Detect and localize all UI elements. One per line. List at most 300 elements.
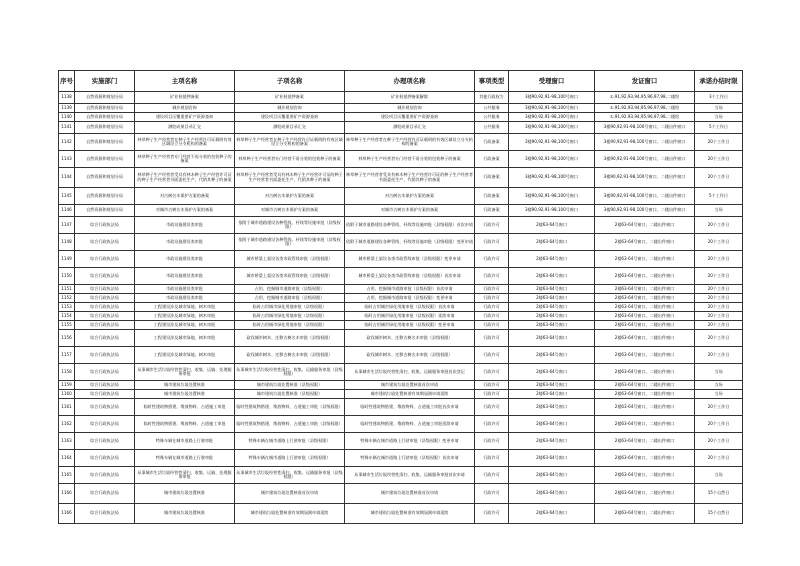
cell-time-limit: 20个工作日 (695, 168, 743, 188)
cell-no: 1148 (59, 234, 75, 251)
cell-dept: 综合行政执法局 (75, 390, 135, 399)
cell-dept: 综合行政执法局 (75, 312, 135, 321)
table-row (59, 381, 743, 390)
cell-no: 1160 (59, 390, 75, 399)
cell-dept: 自然资源和规划分局 (75, 113, 135, 122)
cell-item-type: 行政许可 (475, 381, 509, 390)
cell-time-limit: 20个工作日 (695, 303, 743, 312)
cell-sub-item: 林草种子生产经营者在种子生产经营许可证载明的有效区域设立分支机构的备案 (235, 134, 345, 151)
cell-no: 1141 (59, 122, 75, 134)
cell-time-limit: 20个工作日 (695, 268, 743, 285)
cell-issue-window: 2楼63-64号窗口，二楼出件窗口 (595, 303, 695, 312)
cell-no: 1143 (59, 151, 75, 168)
cell-dept: 综合行政执法局 (75, 433, 135, 450)
table-row (59, 205, 743, 217)
cell-issue-window: 2楼63-64号窗口，二楼出件窗口 (595, 399, 695, 416)
cell-issue-window: ①,91,92,93,94,95,96,97,98,二楼绘 (595, 113, 695, 122)
cell-accept-window: 2楼63-64号窗口 (509, 390, 595, 399)
table-row (59, 217, 743, 234)
table-row (59, 330, 743, 347)
cell-item-type: 公共服务 (475, 104, 509, 113)
cell-handling-item: 特殊车辆在城市道路上行驶审批（县级权限）首次申请 (345, 450, 475, 467)
cell-dept: 综合行政执法局 (75, 364, 135, 381)
cell-time-limit: 20个工作日 (695, 399, 743, 416)
cell-handling-item: 占用、挖掘城市道路审批（县级权限）首次申请 (345, 285, 475, 294)
cell-accept-window: 3楼90,92,91-98,100号窗口 (509, 104, 595, 113)
cell-issue-window: 2楼63-64号窗口，二楼出件窗口 (595, 484, 695, 504)
cell-dept: 综合行政执法局 (75, 467, 135, 484)
cell-dept: 自然资源和规划分局 (75, 92, 135, 104)
cell-main-item: 城市建筑垃圾处置核准 (135, 484, 235, 504)
cell-issue-window: 2楼63-64号窗口，二楼出件窗口 (595, 504, 695, 524)
cell-item-type: 行政许可 (475, 504, 509, 524)
cell-handling-item: 临时性建筑物搭建、堆放物料、占道施工审批延续申请 (345, 416, 475, 433)
cell-handling-item: 林草种子生产经营者受具有林木种子生产经营许可证的种子生产经营者书面委托生产、代销其种子的备案 (345, 168, 475, 188)
cell-accept-window: 3楼90,92,91-98,100号窗口 (509, 168, 595, 188)
cell-no: 1165 (59, 467, 75, 484)
cell-main-item: 市政设施建设类审批 (135, 268, 235, 285)
cell-no: 1140 (59, 113, 75, 122)
cell-no: 1147 (59, 217, 75, 234)
cell-sub-item: 依附于城市道路建设各种管线、杆线等设施审批（县级权限） (235, 217, 345, 234)
cell-handling-item: 城市建筑垃圾处置核准首次申请 (345, 484, 475, 504)
table-row (59, 122, 743, 134)
cell-handling-item: 临时性建筑物搭建、堆放物料、占道施工审批首次申请 (345, 399, 475, 416)
cell-sub-item: 城市建筑垃圾处置核准有效期届满申请延续 (235, 504, 345, 524)
table-row (59, 347, 743, 364)
cell-time-limit: 20个工作日 (695, 450, 743, 467)
cell-item-type: 行政备案 (475, 134, 509, 151)
cell-main-item: 工程建设涉及城市绿地、树木审批 (135, 321, 235, 330)
cell-main-item: 对古树名木保护方案的备案 (135, 188, 235, 205)
cell-time-limit: 20个工作日 (695, 134, 743, 151)
cell-dept: 综合行政执法局 (75, 450, 135, 467)
cell-accept-window: 2楼63-64号窗口 (509, 381, 595, 390)
cell-dept: 综合行政执法局 (75, 285, 135, 294)
cell-sub-item: 临时占用城市绿化用地审批（县级权限） (235, 321, 345, 330)
cell-issue-window: 3楼90,92,91-98,100号窗口，二楼出件窗口 (595, 122, 695, 134)
cell-sub-item: 林草种子生产经营者专门经营不再分装的包装种子的备案 (235, 151, 345, 168)
cell-issue-window: 3楼90,92,91-98,100号窗口，二楼出件窗口 (595, 168, 695, 188)
cell-item-type: 行政许可 (475, 330, 509, 347)
cell-sub-item: 临时性建筑物搭建、堆放物料、占道施工审批（县级权限） (235, 399, 345, 416)
cell-issue-window: 2楼63-64号窗口，二楼出件窗口 (595, 381, 695, 390)
cell-item-type: 行政备案 (475, 188, 509, 205)
cell-issue-window: ①,91,92,93,94,95,96,97,98,二楼绘 (595, 92, 695, 104)
cell-main-item: 对城市古树名木保护方案的备案 (135, 205, 235, 217)
cell-handling-item: 占用、挖掘城市道路审批（县级权限）变更申请 (345, 294, 475, 303)
cell-accept-window: 3楼90,92,91-98,100号窗口 (509, 122, 595, 134)
cell-dept: 综合行政执法局 (75, 381, 135, 390)
cell-no: 1158 (59, 364, 75, 381)
cell-dept: 自然资源和规划分局 (75, 188, 135, 205)
table-header-row (59, 71, 743, 92)
cell-handling-item: 从事城市生活垃圾经营性清扫、收集、运输服务审批首次登记 (345, 364, 475, 381)
cell-accept-window: 3楼90,92,91-98,100号窗口 (509, 151, 595, 168)
cell-dept: 综合行政执法局 (75, 330, 135, 347)
cell-accept-window: 2楼63-64号窗口 (509, 364, 595, 381)
cell-main-item: 工程建设涉及城市绿地、树木审批 (135, 347, 235, 364)
cell-dept: 自然资源和规划分局 (75, 205, 135, 217)
cell-accept-window: 2楼63-64号窗口 (509, 416, 595, 433)
cell-accept-window: 2楼63-64号窗口 (509, 330, 595, 347)
cell-dept: 综合行政执法局 (75, 303, 135, 312)
cell-time-limit: 15个自然日 (695, 484, 743, 504)
cell-sub-item: 城市桥梁上架设各类市政管线审批（县级权限） (235, 251, 345, 268)
cell-issue-window: 2楼63-64号窗口，二楼出件窗口 (595, 312, 695, 321)
header-dept: 实施部门 (75, 71, 135, 92)
cell-dept: 综合行政执法局 (75, 399, 135, 416)
table-row (59, 113, 743, 122)
cell-accept-window: 2楼63-64号窗口 (509, 467, 595, 484)
cell-item-type: 行政许可 (475, 251, 509, 268)
cell-dept: 自然资源和规划分局 (75, 122, 135, 134)
cell-main-item: 临时性建筑物搭建、堆放物料、占道施工审批 (135, 399, 235, 416)
cell-dept: 自然资源和规划分局 (75, 134, 135, 151)
header-issue-window: 发证窗口 (595, 71, 695, 92)
cell-sub-item: 对古树名木保护方案的备案 (235, 188, 345, 205)
cell-sub-item: 依附于城市道路建设各种管线、杆线等设施审批（县级权限） (235, 234, 345, 251)
cell-main-item: 城市建筑垃圾处置核准 (135, 504, 235, 524)
cell-handling-item: 临时占用城市绿化用地审批（县级权限）首次申请 (345, 303, 475, 312)
table-row (59, 321, 743, 330)
cell-no: 1163 (59, 433, 75, 450)
cell-item-type: 行政许可 (475, 467, 509, 484)
service-items-table (58, 70, 742, 524)
cell-sub-item: 城市建筑垃圾处置核准（县级权限） (235, 381, 345, 390)
cell-accept-window: 3楼90,92,91-98,100号窗口 (509, 113, 595, 122)
cell-no: 1138 (59, 92, 75, 104)
cell-main-item: 特殊车辆在城市道路上行驶审批 (135, 433, 235, 450)
cell-handling-item: 城市桥梁上架设各类市政管线审批（县级权限）首次申请 (345, 268, 475, 285)
cell-accept-window: 2楼63-64号窗口 (509, 450, 595, 467)
cell-handling-item: 特殊车辆在城市道路上行驶审批（县级权限）变更申请 (345, 433, 475, 450)
table-row (59, 364, 743, 381)
cell-no: 1142 (59, 134, 75, 151)
cell-issue-window: 2楼63-64号窗口，二楼出件窗口 (595, 450, 695, 467)
cell-time-limit: 当场 (695, 467, 743, 484)
table-row (59, 433, 743, 450)
cell-main-item: 临时性建筑物搭建、堆放物料、占道施工审批 (135, 416, 235, 433)
cell-no: 1161 (59, 399, 75, 416)
header-item-type: 事项类型 (475, 71, 509, 92)
cell-item-type: 行政许可 (475, 450, 509, 467)
cell-sub-item: 建设项目压覆重要矿产资源查询 (235, 113, 345, 122)
cell-no: 1157 (59, 347, 75, 364)
table-row (59, 268, 743, 285)
cell-sub-item: 临时占用城市绿化用地审批（县级权限） (235, 312, 345, 321)
table-row (59, 285, 743, 294)
header-time-limit: 承诺办结时限 (695, 71, 743, 92)
cell-main-item: 市政设施建设类审批 (135, 217, 235, 234)
cell-no: 1151 (59, 285, 75, 294)
cell-no: 1166 (59, 484, 75, 504)
cell-time-limit: 当场 (695, 390, 743, 399)
cell-sub-item: 砍伐城市树木、迁移古树名木审批（县级权限） (235, 347, 345, 364)
cell-sub-item: 城乡规划咨询 (235, 104, 345, 113)
cell-handling-item: 矿业权抵押备案解除 (345, 92, 475, 104)
cell-time-limit: 20个工作日 (695, 330, 743, 347)
cell-sub-item: 砍伐城市树木、迁移古树名木审批（县级权限） (235, 330, 345, 347)
cell-handling-item: 从事城市生活垃圾经营性清扫、收集、运输服务审批首次申请 (345, 467, 475, 484)
cell-time-limit: 当场 (695, 364, 743, 381)
cell-dept: 综合行政执法局 (75, 251, 135, 268)
cell-item-type: 行政许可 (475, 303, 509, 312)
cell-no: 1139 (59, 104, 75, 113)
cell-time-limit: 当场 (695, 205, 743, 217)
cell-item-type: 行政备案 (475, 168, 509, 188)
cell-handling-item: 临时占用城市绿化用地审批（县级权限）变更申请 (345, 321, 475, 330)
cell-dept: 自然资源和规划分局 (75, 151, 135, 168)
cell-accept-window: 2楼63-64号窗口 (509, 303, 595, 312)
cell-issue-window: 2楼63-64号窗口，二楼出件窗口 (595, 416, 695, 433)
cell-issue-window: 2楼63-64号窗口，二楼出件窗口 (595, 285, 695, 294)
cell-item-type: 公共服务 (475, 113, 509, 122)
cell-item-type: 行政许可 (475, 416, 509, 433)
cell-no: 1144 (59, 168, 75, 188)
table-row (59, 251, 743, 268)
cell-issue-window: 3楼90,92,91-98,100号窗口，二楼出件窗口 (595, 134, 695, 151)
cell-time-limit: 15个自然日 (695, 504, 743, 524)
header-handling-item: 办理项名称 (345, 71, 475, 92)
cell-dept: 综合行政执法局 (75, 347, 135, 364)
cell-accept-window: 3楼90,92,91-98,100号窗口 (509, 134, 595, 151)
cell-item-type: 行政许可 (475, 484, 509, 504)
cell-main-item: 林草种子生产经营者在种子生产经营许可证载明有效区域设立分支机构的备案 (135, 134, 235, 151)
table-row (59, 399, 743, 416)
cell-item-type: 其他行政权力 (475, 92, 509, 104)
table-row (59, 504, 743, 524)
cell-issue-window: 2楼63-64号窗口，二楼出件窗口 (595, 251, 695, 268)
table-row (59, 234, 743, 251)
cell-sub-item: 测绘成果目录汇交 (235, 122, 345, 134)
cell-handling-item: 林草种子生产经营者专门经营不再分装的包装种子的备案 (345, 151, 475, 168)
table-row (59, 188, 743, 205)
cell-sub-item: 对城市古树名木保护方案的备案 (235, 205, 345, 217)
cell-issue-window: 2楼63-64号窗口，二楼出件窗口 (595, 234, 695, 251)
cell-time-limit: 当场 (695, 381, 743, 390)
cell-time-limit: 20个工作日 (695, 312, 743, 321)
cell-main-item: 市政设施建设类审批 (135, 294, 235, 303)
cell-issue-window: 2楼63-64号窗口，二楼出件窗口 (595, 321, 695, 330)
cell-dept: 综合行政执法局 (75, 321, 135, 330)
cell-item-type: 行政许可 (475, 294, 509, 303)
cell-sub-item: 矿业权抵押备案 (235, 92, 345, 104)
cell-sub-item: 林草种子生产经营者受具有林木种子生产经营许可证的种子生产经营者书面委托生产、代销其种子的备案 (235, 168, 345, 188)
cell-no: 1159 (59, 381, 75, 390)
cell-item-type: 行政许可 (475, 285, 509, 294)
cell-no: 1166 (59, 504, 75, 524)
header-no: 序号 (59, 71, 75, 92)
cell-no: 1152 (59, 294, 75, 303)
cell-time-limit: 20个工作日 (695, 416, 743, 433)
cell-main-item: 建设项目压覆重要矿产资源查询 (135, 113, 235, 122)
cell-accept-window: 2楼63-64号窗口 (509, 294, 595, 303)
table-row (59, 134, 743, 151)
cell-dept: 综合行政执法局 (75, 268, 135, 285)
cell-dept: 综合行政执法局 (75, 234, 135, 251)
cell-no: 1145 (59, 188, 75, 205)
cell-item-type: 行政许可 (475, 321, 509, 330)
cell-handling-item: 林草种子生产经营者在种子生产经营许可证载明的有效区域设立分支机构的备案 (345, 134, 475, 151)
cell-handling-item: 建设项目压覆重要矿产资源查询 (345, 113, 475, 122)
table-row (59, 312, 743, 321)
header-sub-item: 子项名称 (235, 71, 345, 92)
cell-accept-window: 2楼63-64号窗口 (509, 285, 595, 294)
table-row (59, 484, 743, 504)
cell-issue-window: 2楼63-64号窗口，二楼出件窗口 (595, 217, 695, 234)
cell-item-type: 行政许可 (475, 364, 509, 381)
cell-time-limit: 20个工作日 (695, 347, 743, 364)
table-row (59, 104, 743, 113)
table-row (59, 294, 743, 303)
cell-handling-item: 对古树名木保护方案的备案 (345, 188, 475, 205)
cell-accept-window: 2楼63-64号窗口 (509, 234, 595, 251)
table-row (59, 168, 743, 188)
cell-main-item: 城乡规划咨询 (135, 104, 235, 113)
cell-handling-item: 测绘成果目录汇交 (345, 122, 475, 134)
table-row (59, 303, 743, 312)
cell-handling-item: 砍伐城市树木、迁移古树名木审批（县级权限） (345, 330, 475, 347)
cell-time-limit: 当场 (695, 104, 743, 113)
cell-sub-item: 临时占用城市绿化用地审批（县级权限） (235, 303, 345, 312)
cell-time-limit: 5个工作日 (695, 188, 743, 205)
cell-dept: 自然资源和规划分局 (75, 168, 135, 188)
cell-no: 1164 (59, 450, 75, 467)
cell-accept-window: 2楼63-64号窗口 (509, 251, 595, 268)
cell-dept: 综合行政执法局 (75, 294, 135, 303)
cell-accept-window: 2楼63-64号窗口 (509, 268, 595, 285)
cell-dept: 综合行政执法局 (75, 484, 135, 504)
cell-no: 1153 (59, 303, 75, 312)
cell-main-item: 工程建设涉及城市绿地、树木审批 (135, 303, 235, 312)
cell-dept: 综合行政执法局 (75, 217, 135, 234)
cell-main-item: 从事城市生活垃圾经营性清扫、收集、运输、处理服务审批 (135, 364, 235, 381)
cell-accept-window: 3楼90,92,91-98,100号窗口 (509, 205, 595, 217)
cell-item-type: 公共服务 (475, 122, 509, 134)
cell-time-limit: 5个工作日 (695, 122, 743, 134)
cell-time-limit: 20个工作日 (695, 294, 743, 303)
cell-dept: 综合行政执法局 (75, 504, 135, 524)
header-accept-window: 受理窗口 (509, 71, 595, 92)
table-row (59, 92, 743, 104)
cell-item-type: 行政许可 (475, 390, 509, 399)
cell-sub-item: 特殊车辆在城市道路上行驶审批（县级权限） (235, 450, 345, 467)
cell-time-limit: 20个工作日 (695, 321, 743, 330)
cell-handling-item: 城市建筑垃圾处置核准首次申请 (345, 381, 475, 390)
cell-item-type: 行政许可 (475, 268, 509, 285)
cell-accept-window: 2楼63-64号窗口 (509, 321, 595, 330)
cell-issue-window: 2楼63-64号窗口，二楼出件窗口 (595, 294, 695, 303)
cell-no: 1150 (59, 268, 75, 285)
table-row (59, 390, 743, 399)
cell-accept-window: 2楼63-64号窗口 (509, 312, 595, 321)
cell-main-item: 工程建设涉及城市绿地、树木审批 (135, 330, 235, 347)
cell-no: 1149 (59, 251, 75, 268)
table-row (59, 450, 743, 467)
cell-issue-window: ①,91,92,93,94,95,96,97,98,二楼绘 (595, 104, 695, 113)
cell-item-type: 行政备案 (475, 151, 509, 168)
cell-dept: 自然资源和规划分局 (75, 104, 135, 113)
cell-no: 1162 (59, 416, 75, 433)
cell-issue-window: 2楼63-64号窗口，二楼出件窗口 (595, 347, 695, 364)
cell-handling-item: 城乡规划咨询 (345, 104, 475, 113)
cell-accept-window: 2楼63-64号窗口 (509, 504, 595, 524)
cell-issue-window: 2楼63-64号窗口，二楼出件窗口 (595, 390, 695, 399)
cell-issue-window: 3楼90,92,91-98,100号窗口，二楼出件窗口 (595, 188, 695, 205)
cell-main-item: 林草种子生产经营者专门经营不再分装的包装种子的备案 (135, 151, 235, 168)
cell-issue-window: 2楼63-64号窗口，二楼出件窗口 (595, 467, 695, 484)
cell-item-type: 行政许可 (475, 217, 509, 234)
cell-issue-window: 2楼63-64号窗口，二楼出件窗口 (595, 433, 695, 450)
cell-item-type: 行政许可 (475, 347, 509, 364)
cell-handling-item: 临时占用城市绿化用地审批（县级权限）延续申请 (345, 312, 475, 321)
cell-main-item: 工程建设涉及城市绿地、树木审批 (135, 312, 235, 321)
cell-item-type: 行政许可 (475, 433, 509, 450)
cell-sub-item: 从事城市生活垃圾经营性清扫、收集、运输服务审批（县级权限） (235, 364, 345, 381)
cell-issue-window: 2楼63-64号窗口，二楼出件窗口 (595, 364, 695, 381)
cell-handling-item: 城市建筑垃圾处置核准有效期届满申请延续 (345, 504, 475, 524)
cell-accept-window: 2楼63-64号窗口 (509, 347, 595, 364)
cell-accept-window: 2楼63-64号窗口 (509, 433, 595, 450)
cell-sub-item: 临时性建筑物搭建、堆放物料、占道施工审批（县级权限） (235, 416, 345, 433)
cell-time-limit: 20个工作日 (695, 285, 743, 294)
cell-time-limit: 20个工作日 (695, 217, 743, 234)
cell-main-item: 市政设施建设类审批 (135, 234, 235, 251)
cell-item-type: 行政备案 (475, 205, 509, 217)
table-row (59, 467, 743, 484)
cell-handling-item: 城市桥梁上架设各类市政管线审批（县级权限）变更申请 (345, 251, 475, 268)
cell-no: 1155 (59, 321, 75, 330)
cell-item-type: 行政许可 (475, 234, 509, 251)
cell-issue-window: 2楼63-64号窗口，二楼出件窗口 (595, 268, 695, 285)
table-row (59, 416, 743, 433)
cell-item-type: 行政许可 (475, 399, 509, 416)
cell-handling-item: 依附于城市道路建设各种管线、杆线等设施审批（县级权限）变更申请 (345, 234, 475, 251)
cell-issue-window: 3楼90,92,91-98,100号窗口，二楼出件窗口 (595, 205, 695, 217)
cell-main-item: 测绘成果目录汇交 (135, 122, 235, 134)
cell-time-limit: 20个工作日 (695, 234, 743, 251)
cell-handling-item: 依附于城市道路建设各种管线、杆线等设施审批（县级权限）首次申请 (345, 217, 475, 234)
cell-no: 1154 (59, 312, 75, 321)
cell-accept-window: 2楼63-64号窗口 (509, 484, 595, 504)
cell-handling-item: 砍伐城市树木、迁移古树名木审批（县级权限） (345, 347, 475, 364)
cell-issue-window: 2楼63-64号窗口，二楼出件窗口 (595, 330, 695, 347)
cell-main-item: 市政设施建设类审批 (135, 285, 235, 294)
cell-accept-window: 3楼90,92,91-98,100号窗口 (509, 188, 595, 205)
cell-main-item: 林草种子生产经营者受具有林木种子生产经营许可证的种子生产经营者书面委托生产、代销其种子的备案 (135, 168, 235, 188)
cell-main-item: 城市建筑垃圾处置核准 (135, 390, 235, 399)
cell-accept-window: 2楼63-64号窗口 (509, 399, 595, 416)
cell-sub-item: 特殊车辆在城市道路上行驶审批（县级权限） (235, 433, 345, 450)
cell-handling-item: 城市建筑垃圾处置核准有效期届满申请延续 (345, 390, 475, 399)
cell-no: 1146 (59, 205, 75, 217)
cell-main-item: 城市建筑垃圾处置核准 (135, 381, 235, 390)
cell-time-limit: 20个工作日 (695, 151, 743, 168)
cell-no: 1156 (59, 330, 75, 347)
cell-sub-item: 占用、挖掘城市道路审批（县级权限） (235, 285, 345, 294)
cell-sub-item: 城市桥梁上架设各类市政管线审批（县级权限） (235, 268, 345, 285)
cell-time-limit: 20个工作日 (695, 251, 743, 268)
cell-sub-item: 城市建筑垃圾处置核准首次申请 (235, 484, 345, 504)
cell-time-limit: 3个工作日 (695, 92, 743, 104)
cell-item-type: 行政许可 (475, 312, 509, 321)
cell-main-item: 矿业权抵押备案 (135, 92, 235, 104)
header-main-item: 主项名称 (135, 71, 235, 92)
cell-handling-item: 对城市古树名木保护方案的备案 (345, 205, 475, 217)
cell-time-limit: 20个工作日 (695, 433, 743, 450)
cell-main-item: 从事城市生活垃圾经营性清扫、收集、运输、处理服务审批 (135, 467, 235, 484)
